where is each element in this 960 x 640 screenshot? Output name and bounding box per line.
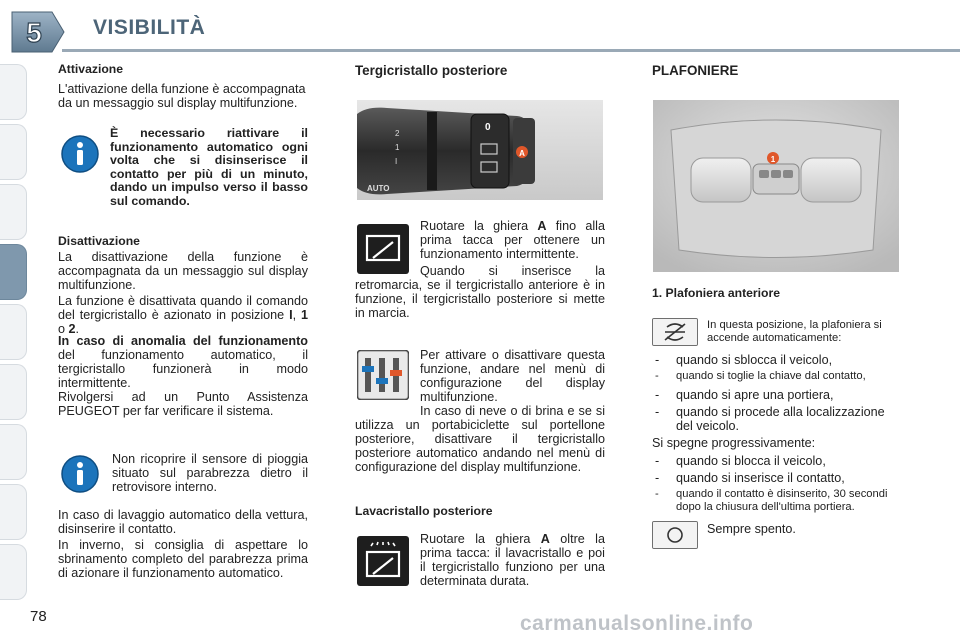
header-rule xyxy=(62,49,960,52)
list-item: - quando il contatto è disinserito, 30 secondi dopo la chiusura dell'ultima portiera. xyxy=(652,488,908,514)
lamp-auto-mode-icon xyxy=(652,318,698,346)
activation-text: L'attivazione della funzione è accompagnata da un messaggio sul display multifunzione. xyxy=(58,82,306,110)
front-lamp-heading: 1. Plafoniera anteriore xyxy=(652,286,781,300)
deactivation-text-2: La funzione è disattivata quando il comando del tergicristallo è azionato in posizione I, 1 o 2. xyxy=(58,294,309,336)
menu-text: Per attivare o disattivare questa funzione, andare nel menù di configurazione del display multifunzione. xyxy=(420,348,605,404)
assistance-text: Rivolgersi ad un Punto Assistenza PEUGEOT per far verificare il sistema. xyxy=(58,390,308,418)
lamp-on-conditions xyxy=(652,353,904,433)
list-item: - quando si procede alla localizzazione del veicolo. xyxy=(652,405,904,433)
stalk-pos-0: 0 xyxy=(485,122,491,133)
page-number: 78 xyxy=(30,608,47,625)
deactivation-text-1: La disattivazione della funzione è accompagnata da un messaggio sul display multifunzione. xyxy=(58,250,308,292)
info-note-1: È necessario riattivare il funzionamento automatico ogni volta che si disinserisce il contatto per più di un minuto, dando un impulso verso il basso sul comando. xyxy=(110,126,308,208)
snow-text: In caso di neve o di brina e se si utilizza un portabiciclette sul portellone posteriore, disattivare il tergicristallo posteriore automatico andando nel menù di configurazione del display multifunzione. xyxy=(355,404,605,474)
rear-washer-icon xyxy=(357,536,409,586)
side-tab xyxy=(0,124,27,180)
info-icon xyxy=(60,454,100,494)
rear-washer-heading: Lavacristallo posteriore xyxy=(355,504,493,518)
anomaly-text: In caso di anomalia del funzionamento del funzionamento automatico, il tergicristallo funzionerà in modo intermittente. xyxy=(58,334,308,390)
activation-heading: Attivazione xyxy=(58,62,124,76)
stalk-pos-1: 1 xyxy=(395,143,400,152)
plafoniere-heading: PLAFONIERE xyxy=(652,63,739,78)
rear-wiper-heading: Tergicristallo posteriore xyxy=(355,63,508,78)
list-item: - quando si blocca il veicolo, xyxy=(652,454,908,468)
side-tab xyxy=(0,424,27,480)
always-off-text: Sempre spento. xyxy=(707,522,796,536)
stalk-pos-2: 2 xyxy=(395,129,400,138)
rear-wiper-text-2: Quando si inserisce la retromarcia, se il tergicristallo anteriore è in funzione, il tergicristallo posteriore si mette in marcia. xyxy=(355,264,605,320)
info-note-2: Non ricoprire il sensore di pioggia situato sul parabrezza dietro il retrovisore interno. xyxy=(112,452,308,494)
stalk-pos-i: I xyxy=(395,157,398,166)
rear-washer-text: Ruotare la ghiera A oltre la prima tacca: il lavacristallo e poi il tergicristallo funziono per una determinata durata. xyxy=(420,532,605,588)
wiper-stalk-photo xyxy=(357,100,603,200)
side-tab xyxy=(0,364,27,420)
page-title: VISIBILITÀ xyxy=(93,16,206,39)
car-wash-text: In caso di lavaggio automatico della vettura, disinserire il contatto. xyxy=(58,508,308,536)
settings-menu-icon xyxy=(357,350,409,400)
ceiling-lamp-photo xyxy=(653,100,899,272)
deactivation-heading: Disattivazione xyxy=(58,234,140,248)
side-tab-active xyxy=(0,244,27,300)
side-tab xyxy=(0,484,27,540)
chapter-number-badge xyxy=(8,8,66,56)
stalk-auto-label: AUTO xyxy=(367,184,390,193)
side-tab xyxy=(0,184,27,240)
ceiling-lamp-label: 1 xyxy=(770,155,776,164)
winter-text: In inverno, si consiglia di aspettare lo sbrinamento completo del parabrezza prima di azionare il funzionamento automatico. xyxy=(58,538,308,580)
list-item: - quando si sblocca il veicolo, xyxy=(652,353,904,367)
rear-wiper-text-1: Ruotare la ghiera A fino alla prima tacca per ottenere un funzionamento intermittente. xyxy=(420,219,605,261)
side-tab xyxy=(0,304,27,360)
side-tab xyxy=(0,64,27,120)
lamp-off-conditions xyxy=(652,454,908,514)
ring-a-label: A xyxy=(519,149,525,158)
list-item: - quando si apre una portiera, xyxy=(652,388,904,402)
list-item: - quando si inserisce il contatto, xyxy=(652,471,908,485)
watermark: carmanualsonline.info xyxy=(520,612,754,635)
fade-heading: Si spegne progressivamente: xyxy=(652,436,816,450)
list-item: - quando si toglie la chiave dal contatto, xyxy=(652,370,904,383)
side-tab xyxy=(0,544,27,600)
chapter-number: 5 xyxy=(26,17,42,48)
lamp-off-icon xyxy=(652,521,698,549)
auto-mode-text: In questa posizione, la plafoniera si accende automaticamente: xyxy=(707,319,882,344)
